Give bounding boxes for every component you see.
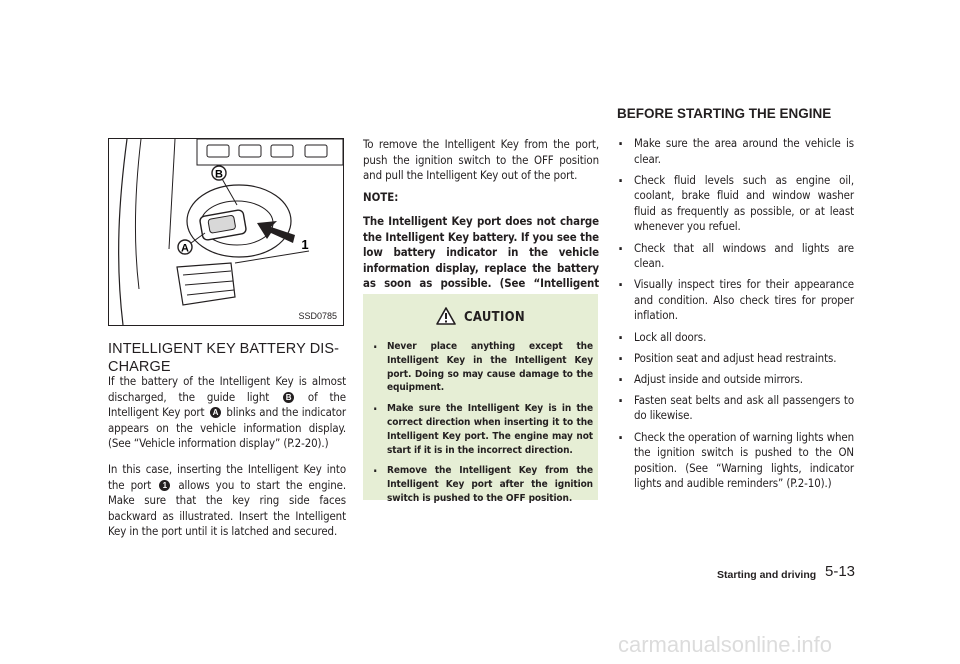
remove-key-paragraph: To remove the Intelligent Key from the port, push the ignition switch to the OFF position and pull the Intelligent Key out of the port. <box>363 137 599 183</box>
page-number: 5-13 <box>825 563 856 580</box>
warning-triangle-icon <box>436 307 456 325</box>
caution-item: . Never place anything except the Intelligent Key in the Intelligent Key port. Doing so may cause damage to the equipment. <box>371 340 593 395</box>
note-label: NOTE: <box>363 190 399 204</box>
pre-start-checklist <box>618 136 854 497</box>
checklist-item: . Check fluid levels such as engine oil, coolant, brake fluid and window washer fluid as frequently as possible, or at least whenever you refuel. <box>618 173 854 235</box>
p2-text-a: In this case, inserting the Intelligent Key into the port <box>108 462 346 492</box>
watermark: carmanualsonline.info <box>618 632 833 657</box>
label-a: A <box>181 242 189 255</box>
checklist-item: . Position seat and adjust head restraints. <box>618 351 854 367</box>
checklist-item: . Fasten seat belts and ask all passengers to do likewise. <box>618 393 854 424</box>
marker-1-icon: 1 <box>159 480 170 491</box>
battery-paragraph-1 <box>108 374 346 452</box>
marker-b-icon: B <box>283 392 294 403</box>
p1-text-a: If the battery of the Intelligent Key is almost discharged, the guide light <box>108 374 346 404</box>
key-port-illustration <box>109 139 343 325</box>
caution-box <box>363 294 598 504</box>
label-1: 1 <box>301 237 309 252</box>
checklist-item: . Make sure the area around the vehicle is clear. <box>618 136 854 167</box>
p1-text-c: blinks and the indicator appears on the vehicle information display. (See “Vehicle information display” (P.2-20).) <box>108 405 346 451</box>
checklist-item: . Check that all windows and lights are clean. <box>618 241 854 272</box>
caution-item: . Remove the Intelligent Key from the Intelligent Key port after the ignition switch is pushed to the OFF position. <box>371 464 593 505</box>
caution-list <box>371 340 593 513</box>
section-title: INTELLIGENT KEY BATTERY DIS-CHARGE <box>108 341 340 375</box>
before-starting-heading: BEFORE STARTING THE ENGINE <box>617 106 832 121</box>
checklist-item: . Lock all doors. <box>618 330 854 346</box>
label-b: B <box>215 168 223 181</box>
checklist-item: . Adjust inside and outside mirrors. <box>618 372 854 388</box>
p1-text-b: of the Intelligent Key port <box>108 389 346 420</box>
caution-title: CAUTION <box>464 310 525 325</box>
caution-heading <box>363 307 598 325</box>
marker-a-icon: A <box>210 407 221 418</box>
caution-item: . Make sure the Intelligent Key is in the correct direction when inserting it to the Intelligent Key port. The engine may not start if it is in the incorrect direction. <box>371 402 593 457</box>
battery-paragraph-2 <box>108 462 346 540</box>
figure-code: SSD0785 <box>298 311 337 321</box>
checklist-item: . Visually inspect tires for their appearance and condition. Also check tires for proper inflation. <box>618 277 854 324</box>
note-paragraph: The Intelligent Key port does not charge the Intelligent Key battery. If you see the low battery indicator in the vehicle information display, replace the battery as soon as possible. (See “Intelligent <box>363 214 599 291</box>
illustration-figure <box>108 138 344 326</box>
footer-section-label: Starting and driving <box>717 569 817 581</box>
checklist-item: . Check the operation of warning lights when the ignition switch is pushed to the ON position. (See “Warning lights, indicator lights and audible reminders” (P.2-10).) <box>618 430 854 492</box>
p2-text-b: allows you to start the engine. Make sure that the key ring side faces backward as illustrated. Insert the Intelligent Key in the port until it is latched and secured. <box>108 477 346 539</box>
